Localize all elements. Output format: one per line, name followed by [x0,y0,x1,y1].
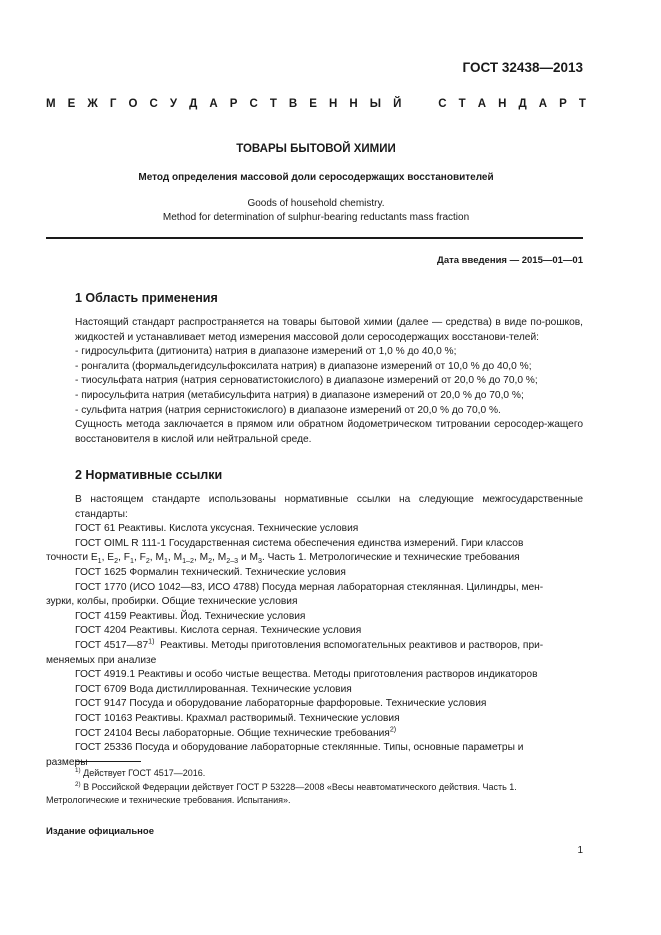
reference-item: ГОСТ 6709 Вода дистиллированная. Технические условия [75,683,352,695]
banner-letter [413,98,426,110]
reference-item: ГОСТ 4919.1 Реактивы и особо чистые вещества. Методы приготовления растворов индикаторов [75,669,538,681]
banner-letter: О [128,98,138,110]
section-2-body [46,493,583,770]
reference-item: ГОСТ 1625 Формалин технический. Технические условия [75,566,346,578]
section-1-body [46,316,583,447]
reference-item: ГОСТ 9147 Посуда и оборудование лабораторные фарфоровые. Технические условия [75,698,487,710]
scope-item: - сульфита натрия (натрия сернистокислого) в диапазоне измерений от 20,0 % до 70,0 %. [75,404,501,416]
banner-letter: Е [67,98,76,110]
official-edition-label: Издание официальное [46,826,154,837]
reference-item: ГОСТ 25336 Посуда и оборудование лабораторные стеклянные. Типы, основные параметры и [75,742,524,754]
scope-item: - ронгалита (формальдегидсульфоксилата натрия) в диапазоне измерений от 10,0 % до 40,0 %; [75,360,532,372]
document-title: ТОВАРЫ БЫТОВОЙ ХИМИИ [236,143,396,155]
banner-letter: В [288,98,298,110]
banner-letter: Н [498,98,507,110]
reference-item: ГОСТ 10163 Реактивы. Крахмал растворимый. Технические условия [75,712,400,724]
document-subtitle: Метод определения массовой доли серосодержащих восстановителей [138,172,494,183]
document-code: ГОСТ 32438—2013 [462,60,583,75]
reference-item: ГОСТ 1770 (ИСО 1042—83, ИСО 4788) Посуда мерная лабораторная стеклянная. Цилиндры, мен- [75,581,544,593]
section-2-intro: В настоящем стандарте использованы нормативные ссылки на следующие межгосударственные стандарты: [75,494,583,520]
banner-letter: Й [393,98,402,110]
english-title-line-2: Method for determination of sulphur-bearing reductants mass fraction [162,212,470,223]
english-title-line-1: Goods of household chemistry. [247,198,385,209]
banner-letter: С [249,98,258,110]
scope-item: - тиосульфата натрия (натрия серноватистокислого) в диапазоне измерений от 20,0 % до 70,0 %; [75,375,538,387]
section-1-heading: 1 Область применения [75,291,218,305]
banner-letter: М [46,98,56,110]
banner-letter: С [149,98,158,110]
banner-letter: Т [269,98,277,110]
banner-letter: Е [309,98,317,110]
page-number: 1 [577,845,583,856]
banner-letter: Д [189,98,198,110]
banner-letter: У [169,98,177,110]
banner-letter: Н [329,98,338,110]
section-1-intro: Настоящий стандарт распространяется на товары бытовой химии (далее — средства) в виде по-рошков, жидкостей и устанавливает метод измерения массовой доли серосодержащих восстанови-телей: [75,317,583,343]
banner-letter: А [538,98,548,110]
method-essence: Сущность метода заключается в прямом или обратном йодометрическом титровании серосодер-жащего восстановителя в кислой или нейтральной среде. [75,419,583,445]
banner-letter: Н [349,98,358,110]
banner-letter: А [209,98,218,110]
introduction-date: Дата введения — 2015—01—01 [437,255,583,266]
interstate-standard-banner [46,98,586,110]
banner-letter: С [438,98,447,110]
banner-letter: Т [458,98,466,110]
footnote-2: $^{2)}$ В Российской Федерации действует ГОСТ Р 53228—2008 «Весы неавтоматического действия. Часть 1. Метрологические и технические требования. Испытания». [46,781,517,805]
banner-letter: Т [578,98,586,110]
banner-letter: Г [109,98,117,110]
footnote-divider [75,761,141,762]
banner-letter: Ы [369,98,382,110]
banner-letter: Д [518,98,527,110]
reference-continuation: зурки, колбы, пробирки. Общие технические условия [46,596,298,608]
banner-letter: Р [559,98,567,110]
reference-continuation: размеры [46,756,88,768]
banner-letter: Р [229,98,238,110]
reference-item: ГОСТ 4159 Реактивы. Йод. Технические условия [75,610,306,622]
section-2-heading: 2 Нормативные ссылки [75,468,223,482]
banner-letter: А [477,98,487,110]
footnote-1: $^{1)}$ Действует ГОСТ 4517—2016. [75,767,206,778]
banner-letter: Ж [87,98,98,110]
reference-item: ГОСТ 4517—87$^{1)}$ Реактивы. Методы приготовления вспомогательных реактивов и растворов, при- [75,637,544,651]
scope-item: - гидросульфита (дитионита) натрия в диапазоне измерений от 1,0 % до 40,0 %; [75,346,457,358]
reference-item: ГОСТ 24104 Весы лабораторные. Общие технические требования$^{2)}$ [75,725,397,739]
reference-item: ГОСТ 4204 Реактивы. Кислота серная. Технические условия [75,625,362,637]
reference-item: ГОСТ 61 Реактивы. Кислота уксусная. Технические условия [75,523,359,535]
title-divider [46,237,583,239]
reference-continuation: точности $E_1$, $E_2$, $F_1$, $F_2$, $M_1$, $M_{1-2}$, $M_2$, $M_{2-3}$ и $M_3$. Часть 1. Метрологические и технические требования [46,552,520,566]
english-title [46,197,586,225]
scope-item: - пиросульфита натрия (метабисульфита натрия) в диапазоне измерений от 20,0 % до 70,0 %; [75,389,524,401]
reference-item: ГОСТ OIML R 111-1 Государственная система обеспечения единства измерений. Гири классов [75,537,524,549]
reference-continuation: меняемых при анализе [46,654,157,666]
